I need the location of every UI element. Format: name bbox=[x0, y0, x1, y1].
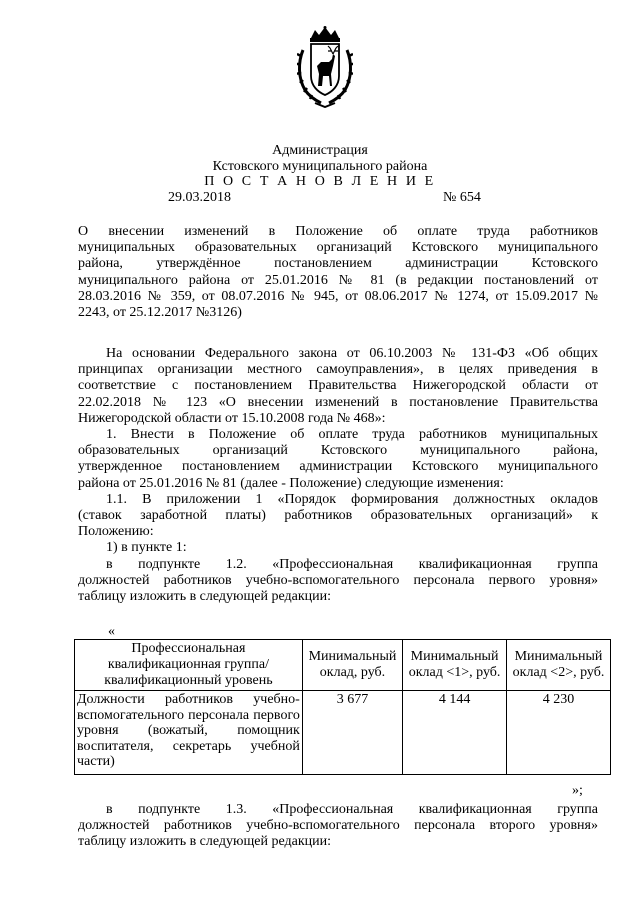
table-header-cell: Минимальный оклад, руб. bbox=[302, 640, 402, 691]
body-line: 1) в пункте 1: bbox=[106, 540, 187, 556]
table-header-row bbox=[75, 640, 611, 691]
quote-close-mark: »; bbox=[572, 783, 583, 798]
table-row bbox=[75, 691, 611, 775]
document-date: 29.03.2018 bbox=[168, 190, 231, 205]
body-line: в подпункте 1.2. «Профессиональная квалификационная группа bbox=[106, 556, 598, 572]
body-line: утвержденное постановлением администрации Кстовского муниципального bbox=[78, 459, 598, 475]
table-cell-position: Должности работников учебно-вспомогательного персонала первого уровня (вожатый, помощник воспитателя, секретарь учебной части) bbox=[75, 691, 303, 775]
title-line: муниципальных образовательных организаций Кстовского муниципального bbox=[78, 240, 598, 256]
body-line: в подпункте 1.3. «Профессиональная квалификационная группа bbox=[106, 802, 598, 817]
body-line: образовательных организаций Кстовского муниципального района, bbox=[78, 443, 598, 459]
table-cell-value: 4 230 bbox=[507, 691, 611, 775]
table-header-cell: Профессиональная квалификационная группа/ квалификационный уровень bbox=[75, 640, 303, 691]
body-line: На основании Федерального закона от 06.10.2003 № 131-ФЗ «Об общих bbox=[106, 346, 598, 361]
body-line: 22.02.2018 № 123 «О внесении изменений в постановление Правительства bbox=[78, 394, 598, 410]
title-line: муниципального района от 25.01.2016 № 81 (в редакции постановлений от bbox=[78, 272, 598, 288]
document-body bbox=[78, 346, 598, 605]
body-line: должностей работников учебно-вспомогательного персонала второго уровня» bbox=[78, 818, 598, 834]
document-body-continued bbox=[78, 802, 598, 851]
document-number: № 654 bbox=[443, 190, 481, 205]
title-line: О внесении изменений в Положение об оплате труда работников bbox=[78, 224, 598, 239]
salary-table bbox=[74, 639, 611, 775]
title-line: 2243, от 25.12.2017 №3126) bbox=[78, 305, 242, 321]
body-line: Положению: bbox=[78, 524, 154, 540]
authority-name: Администрация bbox=[272, 143, 368, 158]
coat-of-arms-emblem bbox=[297, 26, 353, 108]
district-name: Кстовского муниципального района bbox=[212, 159, 428, 174]
body-line: должностей работников учебно-вспомогательного персонала первого уровня» bbox=[78, 572, 598, 588]
title-line: 28.03.2016 № 359, от 08.07.2016 № 945, от 08.06.2017 № 1274, от 15.09.2017 № bbox=[78, 288, 598, 304]
body-line: Нижегородской области от 15.10.2008 года № 468»: bbox=[78, 410, 386, 426]
body-line: принципах организации местного самоуправления», в целях приведения в bbox=[78, 362, 598, 378]
table-header-cell: Минимальный оклад <1>, руб. bbox=[403, 640, 507, 691]
body-line: района от 25.01.2016 № 81 (далее - Положение) следующие изменения: bbox=[78, 475, 504, 491]
document-type: П О С Т А Н О В Л Е Н И Е bbox=[204, 174, 436, 189]
body-line: таблицу изложить в следующей редакции: bbox=[78, 589, 332, 605]
body-line: 1. Внести в Положение об оплате труда работников муниципальных bbox=[106, 427, 598, 443]
quote-open-mark: « bbox=[108, 624, 115, 639]
table-cell-value: 3 677 bbox=[302, 691, 402, 775]
table-header-cell: Минимальный оклад <2>, руб. bbox=[507, 640, 611, 691]
body-line: (ставок заработной платы) работников образовательных организаций» к bbox=[78, 508, 598, 524]
table-cell-value: 4 144 bbox=[403, 691, 507, 775]
body-line: 1.1. В приложении 1 «Порядок формирования должностных окладов bbox=[106, 491, 598, 507]
title-line: района, утверждённое постановлением администрации Кстовского bbox=[78, 256, 598, 272]
body-line: таблицу изложить в следующей редакции: bbox=[78, 834, 332, 850]
body-line: соответствие с постановлением Правительства Нижегородской области от bbox=[78, 378, 598, 394]
document-title bbox=[78, 224, 598, 321]
